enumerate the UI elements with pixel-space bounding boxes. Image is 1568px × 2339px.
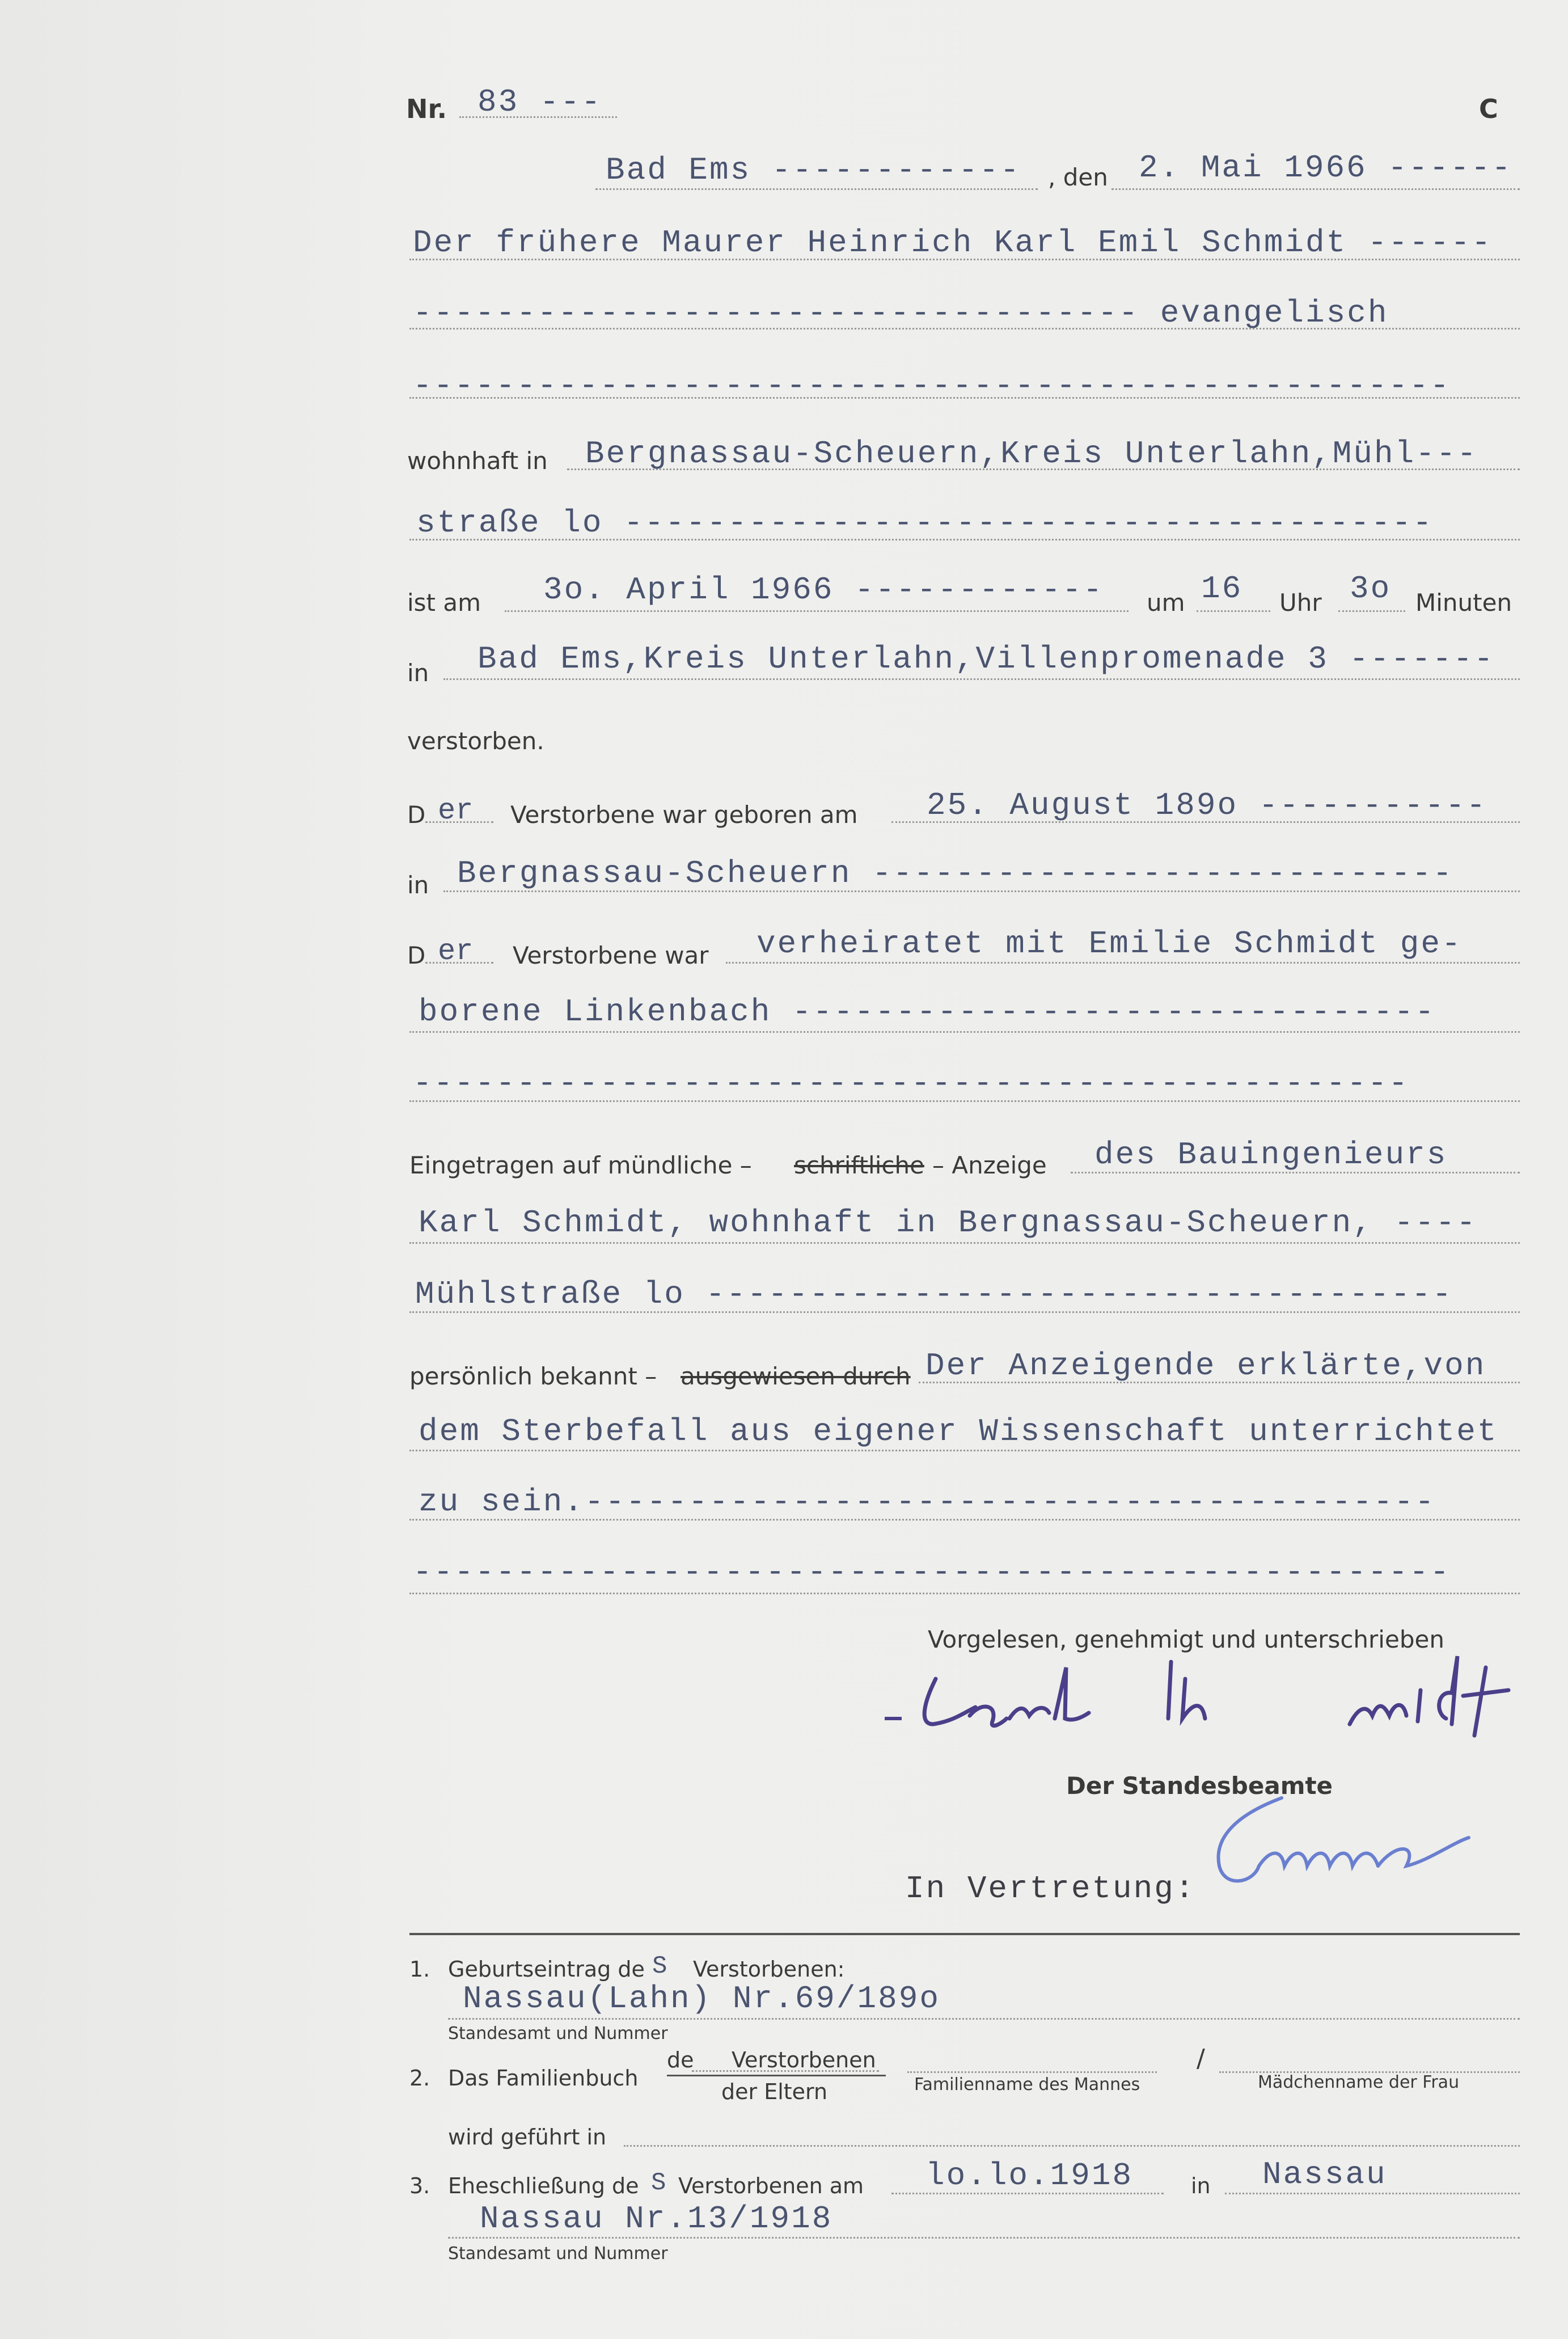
item3-number: 3.	[409, 2173, 430, 2198]
item1-caption: Standesamt und Nummer	[448, 2024, 668, 2044]
header-place: Bad Ems ------------	[606, 152, 1021, 188]
item3-value-dotline	[448, 2237, 1520, 2239]
ist-am-label: ist am	[407, 589, 481, 617]
birth-prefix-d: D	[407, 801, 426, 829]
uhr-label: Uhr	[1279, 589, 1322, 617]
item3-place: Nassau	[1262, 2156, 1387, 2193]
item3-place-dotline	[1225, 2193, 1520, 2194]
marital-line-1: verheiratet mit Emilie Schmidt ge-	[756, 926, 1463, 962]
marital-dotline-1	[726, 962, 1520, 964]
person-line-3: --------------------------------------------------	[413, 368, 1451, 404]
informant-label-a: Eingetragen auf mündliche –	[409, 1151, 752, 1179]
header-date: 2. Mai 1966 ------	[1139, 150, 1512, 186]
item1-label: Geburtseintrag de	[448, 1957, 645, 1982]
item1-dotline	[448, 2018, 1520, 2020]
birth-date: 25. August 189o -----------	[927, 787, 1487, 824]
identity-line-4: --------------------------------------------------	[413, 1554, 1451, 1590]
item2-de: de	[667, 2047, 694, 2072]
item2-caption-husband: Familienname des Mannes	[914, 2075, 1140, 2095]
informant-label-strike: schriftliche	[794, 1151, 924, 1179]
item3-value: Nassau Nr.13/1918	[480, 2201, 833, 2237]
item2-wird-dotline	[624, 2145, 1520, 2147]
death-date: 3o. April 1966 ------------	[543, 572, 1104, 608]
item3-fill: S	[651, 2169, 666, 2197]
registrar-label: Der Standesbeamte	[1066, 1772, 1333, 1800]
item2-slash: /	[1197, 2044, 1205, 2073]
identity-dotline-4	[409, 1593, 1520, 1594]
item2-fill: Verstorbenen	[732, 2047, 876, 2072]
person-line-1: Der frühere Maurer Heinrich Karl Emil Schmidt ------	[413, 225, 1493, 261]
minuten-label: Minuten	[1415, 589, 1512, 617]
birth-label: Verstorbene war geboren am	[510, 801, 858, 829]
item3-label-2: Verstorbenen am	[678, 2173, 864, 2198]
identity-line-3: zu sein.-----------------------------------------	[419, 1484, 1436, 1520]
marital-label: Verstorbene war	[513, 941, 709, 969]
marital-dotline-2	[409, 1031, 1520, 1033]
item2-number: 2.	[409, 2066, 430, 2091]
birth-prefix-er: er	[438, 794, 474, 827]
identity-line-1: Der Anzeigende erklärte,von	[925, 1348, 1486, 1384]
person-line-2: ----------------------------------- evangelisch	[413, 295, 1389, 331]
item2-caption-wife: Mädchenname der Frau	[1258, 2072, 1460, 2092]
item3-label: Eheschließung de	[448, 2173, 639, 2198]
birth-place: Bergnassau-Scheuern ----------------------------	[457, 855, 1454, 892]
verstorben-label: verstorben.	[407, 727, 544, 755]
informant-line-3: Mühlstraße lo ------------------------------------	[415, 1276, 1453, 1312]
vertretung-label: In Vertretung:	[905, 1871, 1196, 1907]
marital-prefix-er: er	[438, 935, 474, 968]
item2-wird: wird geführt in	[448, 2125, 607, 2150]
item1-number: 1.	[409, 1957, 430, 1982]
informant-signature	[885, 1645, 1565, 1770]
residence-label: wohnhaft in	[407, 447, 548, 475]
birth-in-label: in	[407, 871, 429, 899]
registrar-signature	[1202, 1792, 1554, 1906]
residence-line-1: Bergnassau-Scheuern,Kreis Unterlahn,Mühl---	[585, 436, 1478, 472]
um-label: um	[1147, 589, 1185, 617]
item2-husband-dotline	[907, 2071, 1157, 2073]
item3-in: in	[1191, 2173, 1211, 2198]
informant-line-1: des Bauingenieurs	[1094, 1137, 1448, 1173]
death-hour: 16	[1201, 571, 1243, 607]
den-label: , den	[1048, 163, 1108, 191]
item2-label: Das Familienbuch	[448, 2066, 639, 2091]
marital-line-3: ------------------------------------------------	[413, 1065, 1410, 1101]
corner-letter: C	[1479, 94, 1498, 124]
item3-date: lo.lo.1918	[925, 2158, 1134, 2194]
marital-prefix-d: D	[407, 941, 426, 969]
informant-dotline-2	[409, 1242, 1520, 1244]
identity-label-a: persönlich bekannt –	[409, 1362, 657, 1390]
item3-caption: Standesamt und Nummer	[448, 2244, 668, 2264]
identity-label-strike: ausgewiesen durch	[681, 1362, 911, 1390]
death-in-label: in	[407, 659, 429, 687]
death-date-dotline	[505, 610, 1129, 612]
date-dotline	[1111, 188, 1520, 190]
nr-label: Nr.	[406, 94, 447, 124]
informant-label-b: – Anzeige	[932, 1151, 1047, 1179]
place-dotline	[595, 188, 1038, 190]
identity-dotline-2	[409, 1450, 1520, 1451]
hour-dotline	[1197, 610, 1270, 612]
marital-line-2: borene Linkenbach -------------------------------	[419, 994, 1436, 1030]
death-place: Bad Ems,Kreis Unterlahn,Villenpromenade 3 -------	[477, 641, 1495, 677]
footer-separator	[409, 1933, 1520, 1935]
residence-line-2: straße lo ---------------------------------------	[416, 505, 1434, 541]
item1-fill: S	[652, 1952, 667, 1981]
nr-value: 83 ---	[477, 84, 602, 120]
death-minutes: 3o	[1350, 571, 1392, 607]
approval-text: Vorgelesen, genehmigt und unterschrieben	[928, 1626, 1444, 1653]
identity-line-2: dem Sterbefall aus eigener Wissenschaft unterrichtet	[419, 1413, 1498, 1450]
item2-fraction-bar	[667, 2075, 886, 2076]
informant-line-2: Karl Schmidt, wohnhaft in Bergnassau-Scheuern, ----	[419, 1205, 1477, 1241]
item1-value: Nassau(Lahn) Nr.69/189o	[463, 1981, 940, 2017]
death-place-dotline	[443, 678, 1520, 680]
item2-eltern: der Eltern	[721, 2079, 828, 2104]
minutes-dotline	[1338, 610, 1405, 612]
item1-label-2: Verstorbenen:	[693, 1957, 845, 1982]
